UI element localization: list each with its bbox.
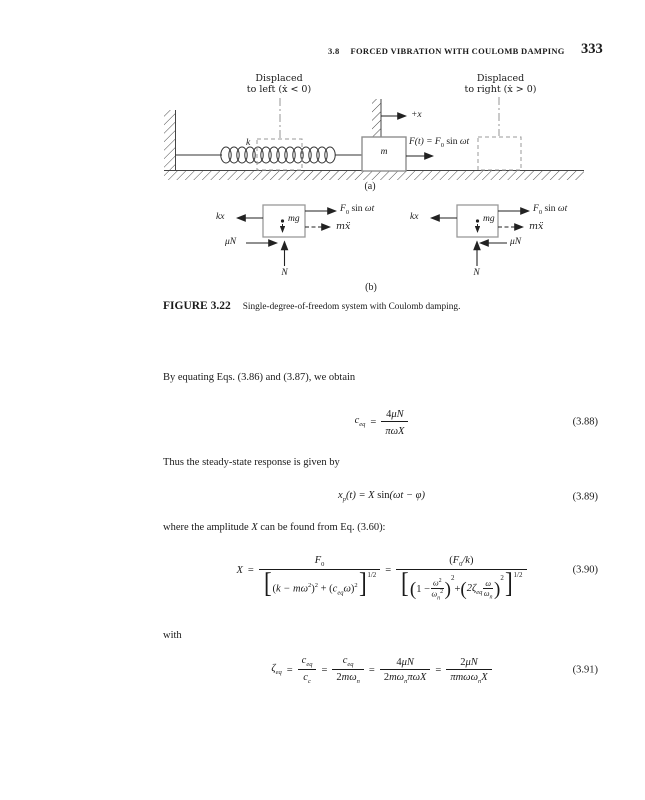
fbd-right-force-label: $F_0$ sin ωt bbox=[533, 204, 568, 216]
fbd-right-mg-label: mg bbox=[483, 214, 495, 224]
figure-caption-text: Single-degree-of-freedom system with Coulomb damping. bbox=[242, 302, 461, 312]
fbd-right-normal-label: N bbox=[473, 268, 480, 278]
fbd-left-force-label: $F_0$ sin ωt bbox=[340, 204, 375, 216]
fbd-right-inertia-label: mẍ bbox=[529, 221, 544, 232]
paragraph-1: By equating Eqs. (3.86) and (3.87), we obtain bbox=[163, 372, 356, 383]
figure-caption-tag: FIGURE 3.22 bbox=[163, 300, 231, 312]
fbd-left bbox=[237, 205, 336, 266]
equation-389-number: (3.89) bbox=[572, 491, 598, 503]
equation-390: X = $F_0$ [ $(k - m\omega^2)^2 + (c_{eq}\omega)^2$ ] 1/2 = $(F_0/k)$ [ ( 1 − $\frac{\omega^2}{\omega_n^2}$ ) 2 + ( $2\zeta_{eq}$ ω $\omega_n$ ) 2 ] 1/2 (3.90) bbox=[163, 532, 600, 608]
paragraph-2: Thus the steady-state response is given by bbox=[163, 457, 340, 468]
spring bbox=[175, 147, 362, 163]
displaced-left-label: Displaced to left (ẋ < 0) bbox=[246, 73, 312, 95]
section-title: FORCED VIBRATION WITH COULOMB DAMPING bbox=[350, 46, 565, 56]
equation-391-number: (3.91) bbox=[572, 664, 598, 676]
fbd-left-normal-label: N bbox=[281, 268, 288, 278]
fbd-right bbox=[431, 205, 529, 266]
wall-mid bbox=[372, 99, 381, 137]
equation-388: $c_{eq}$ = $\frac{4\mu N}{\text{πωX}}$ (3.88) bbox=[163, 405, 600, 439]
eq390-fraction-1: $F_0$ [ $(k - m\omega^2)^2 + (c_{eq}\omega)^2$ ] 1/2 bbox=[259, 532, 380, 608]
displaced-left-outline bbox=[257, 98, 302, 170]
equation-390-number: (3.90) bbox=[572, 564, 598, 576]
eq390-fraction-2: $(F_0/k)$ [ ( 1 − $\frac{\omega^2}{\omega_n^2}$ ) 2 + ( $2\zeta_{eq}$ ω $\omega_n$ ) 2 ] 1/2 bbox=[396, 532, 526, 608]
fbd-right-friction-label: μN bbox=[510, 237, 522, 247]
axis-label: +x bbox=[411, 110, 422, 120]
fbd-left-mg-label: mg bbox=[288, 214, 300, 224]
ground bbox=[164, 171, 584, 181]
displaced-right-label: Displaced to right (ẋ > 0) bbox=[464, 73, 537, 95]
displaced-right-outline bbox=[478, 97, 521, 170]
fbd-left-friction-label: μN bbox=[225, 237, 237, 247]
fbd-left-inertia-label: mẍ bbox=[336, 221, 351, 232]
figure-caption bbox=[163, 300, 460, 312]
spring-constant-label: k bbox=[246, 138, 251, 148]
mass-label: m bbox=[380, 147, 388, 157]
equation-391: $\zeta_{eq}$ = $\frac{c_{eq}}{c_c}$ = $\frac{c_{eq}}{2m\omega_n}$ = $\frac{4\mu N}{2m\omega_n\pi\omega X}$ = $\frac{2\mu N}{\pi m\omega\omega_nX}$ (3.91) bbox=[271, 654, 598, 686]
paragraph-4: with bbox=[163, 630, 182, 641]
equation-388-number: (3.88) bbox=[572, 416, 598, 428]
fbd-left-kx-label: kx bbox=[216, 212, 225, 222]
fbd-right-kx-label: kx bbox=[410, 212, 419, 222]
section-number: 3.8 bbox=[328, 46, 340, 56]
equation-389: $x_p(t) = X$ sin(ωt − φ) (3.89) bbox=[338, 490, 598, 504]
wall-left bbox=[164, 110, 176, 170]
part-a-label: (a) bbox=[364, 181, 376, 192]
part-b-label: (b) bbox=[365, 282, 377, 293]
page-number: 333 bbox=[581, 41, 603, 57]
force-label: $F(t) = F_0$ sin ωt bbox=[409, 137, 470, 149]
paragraph-3: where the amplitude X can be found from Eq. (3.60): bbox=[163, 522, 386, 533]
